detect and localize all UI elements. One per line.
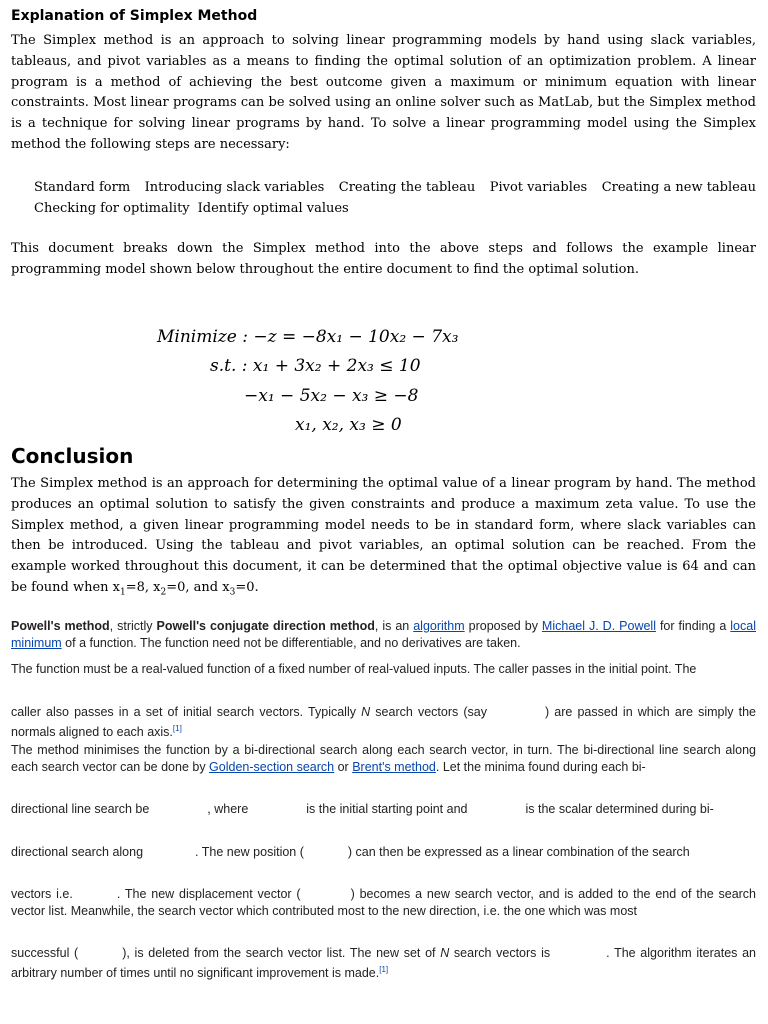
powell-text: search vectors (say bbox=[370, 705, 487, 719]
model-nonnegativity: x₁, x₂, x₃ ≥ 0 bbox=[295, 415, 402, 435]
powell-full-name: Powell's conjugate direction method bbox=[156, 619, 375, 633]
model-constraint-2: −x₁ − 5x₂ − x₃ ≥ −8 bbox=[244, 386, 419, 406]
powell-name: Powell's method bbox=[11, 619, 110, 633]
powell-text: . The new position ( bbox=[195, 845, 304, 859]
powell-text: ) are passed in which are simply the normals aligned to each axis. bbox=[11, 705, 756, 739]
section-heading-explanation: Explanation of Simplex Method bbox=[11, 8, 258, 24]
step-item: Introducing slack variables bbox=[144, 180, 325, 195]
powell-paragraph-5 bbox=[11, 844, 756, 861]
powell-text: is the initial starting point and bbox=[306, 802, 468, 816]
solution-x1: =8, bbox=[125, 579, 150, 595]
link-golden-section-search[interactable]: Golden-section search bbox=[209, 759, 335, 774]
powell-paragraph-6 bbox=[11, 886, 756, 919]
step-item: Standard form bbox=[34, 180, 131, 195]
powell-text: successful ( bbox=[11, 946, 79, 960]
powell-paragraph-3 bbox=[11, 742, 756, 775]
powell-text: N bbox=[361, 705, 371, 719]
powell-paragraph-2-line1: The function must be a real-valued function of a fixed number of real-valued inputs. The caller passes in the initial point. The bbox=[11, 662, 697, 676]
powell-paragraph-4 bbox=[11, 801, 756, 818]
powell-paragraph-2-line2 bbox=[11, 704, 756, 740]
model-objective: Minimize : −z = −8x₁ − 10x₂ − 7x₃ bbox=[157, 327, 459, 347]
link-local-minimum[interactable]: local minimum bbox=[11, 619, 756, 650]
powell-text: The method minimises the function by a bi-directional search along each search vector, in turn. The bi-directional line search along each search vector can be done by bbox=[11, 743, 756, 774]
intro-paragraph: The Simplex method is an approach to solving linear programming models by hand using slack variables, tableaus, and pivot variables as a means to finding the optimal solution of an optimization problem. A linear program is a method of achieving the best outcome given a maximum or minimum equation with linear constraints. Most linear programs can be solved using an online solver such as MatLab, but the Simplex method is a technique for solving linear programs by hand. To solve a linear programming model using the Simplex method the following steps are necessary: bbox=[11, 33, 756, 152]
step-item: Creating a new tableau bbox=[601, 180, 756, 195]
powell-text: , where bbox=[207, 802, 249, 816]
powell-text: for finding a bbox=[655, 619, 731, 633]
powell-text: directional search along bbox=[11, 845, 144, 859]
link-brents-method[interactable]: Brent's method bbox=[352, 759, 436, 774]
powell-text: of a function. The function need not be differentiable, and no derivatives are taken. bbox=[61, 635, 521, 650]
step-item: Pivot variables bbox=[489, 180, 588, 195]
powell-text: search vectors is bbox=[449, 946, 551, 960]
powell-text: is the scalar determined during bi- bbox=[525, 802, 714, 816]
solution-x2: =0, and x bbox=[166, 579, 230, 595]
powell-text: N bbox=[440, 946, 450, 960]
powell-text: . The new displacement vector ( bbox=[116, 887, 301, 901]
link-michael-powell[interactable]: Michael J. D. Powell bbox=[541, 619, 656, 633]
step-item: Checking for optimality bbox=[34, 201, 190, 216]
powell-text: directional line search be bbox=[11, 802, 150, 816]
model-constraint-1: s.t. : x₁ + 3x₂ + 2x₃ ≤ 10 bbox=[210, 356, 421, 376]
step-item: Identify optimal values bbox=[197, 201, 349, 216]
step-item: Creating the tableau bbox=[338, 180, 476, 195]
solution-x3: =0. bbox=[235, 579, 259, 595]
powell-text: proposed by bbox=[464, 619, 542, 633]
powell-text: . The algorithm iterates an arbitrary number of times until no significant improvement is made. bbox=[11, 946, 756, 980]
conclusion-text: The Simplex method is an approach for determining the optimal value of a linear program by hand. The method produces an optimal solution to satisfy the given constraints and produce a maximum zeta value. To use the Simplex method, a given linear programming model needs to be in standard form, where slack variables can then be introduced. Using the tableau and pivot variables, an optimal solution can be reached. From the example worked throughout this document, it can be determined that the optimal objective value is 64 and can be found when x bbox=[11, 476, 756, 595]
powell-text: ) becomes a new search vector, and is added to the end of the search vector list. Meanwhile, the search vector which contributed most to the new direction, i.e. the one which was most bbox=[11, 887, 757, 918]
breakdown-paragraph: This document breaks down the Simplex method into the above steps and follows the example linear programming model shown below throughout the entire document to find the optimal solution. bbox=[11, 241, 756, 277]
section-heading-conclusion: Conclusion bbox=[11, 444, 134, 468]
powell-text: ) can then be expressed as a linear combination of the search bbox=[347, 845, 690, 859]
powell-text: , strictly bbox=[109, 619, 157, 633]
steps-list bbox=[34, 177, 756, 219]
powell-text: or bbox=[334, 759, 353, 774]
powell-text: . Let the minima found during each bi- bbox=[435, 759, 646, 774]
powell-text: caller also passes in a set of initial search vectors. Typically bbox=[11, 705, 362, 719]
powell-paragraph-7 bbox=[11, 945, 756, 981]
link-algorithm[interactable]: algorithm bbox=[413, 619, 465, 633]
powell-text: vectors i.e. bbox=[11, 887, 73, 901]
reference-link[interactable]: [1] bbox=[379, 964, 389, 974]
powell-text: ), is deleted from the search vector list. The new set of bbox=[122, 946, 441, 960]
powell-intro-paragraph bbox=[11, 618, 756, 651]
conclusion-paragraph: The Simplex method is an approach for determining the optimal value of a linear program by hand. The method produces an optimal solution to satisfy the given constraints and produce a maximum zeta value. To use the Simplex method, a given linear programming model needs to be in standard form, where slack variables can then be introduced. Using the tableau and pivot variables, an optimal solution can be reached. From the example worked throughout this document, it can be determined that the optimal objective value is 64 and can be found when $x_1=8$, $x_2=0$, and $x_3=0$. bbox=[11, 476, 756, 598]
powell-text: , is an bbox=[374, 619, 414, 633]
reference-link[interactable]: [1] bbox=[172, 723, 182, 733]
